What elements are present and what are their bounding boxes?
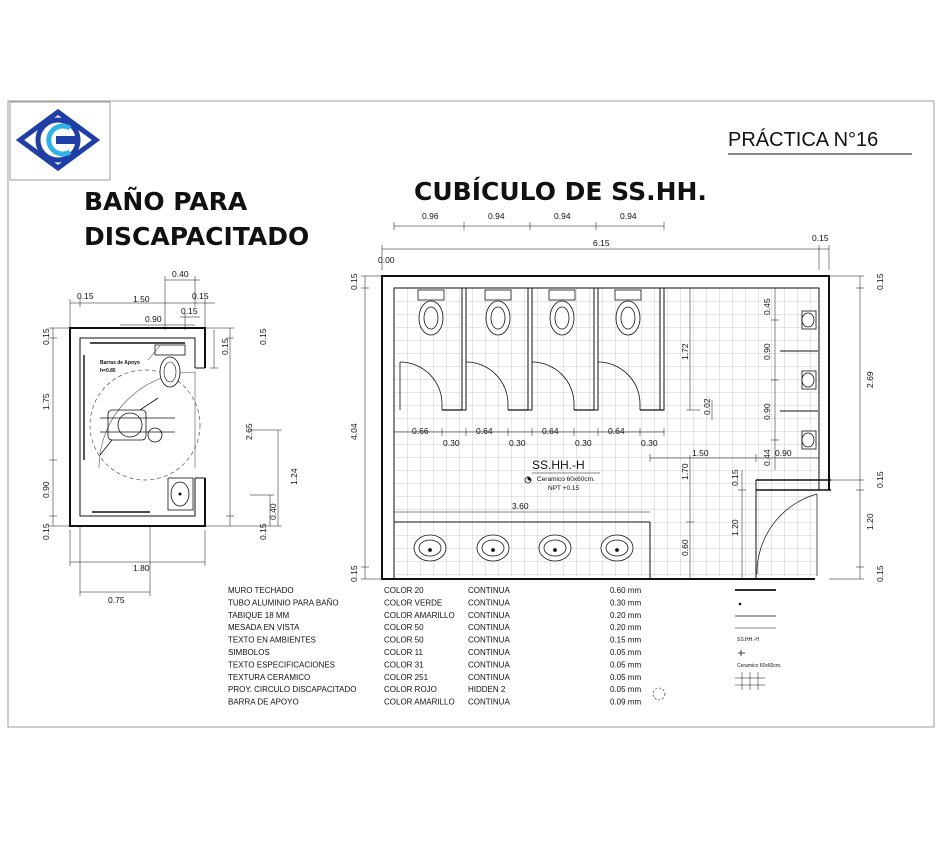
dim-stall-066: 0.66 xyxy=(412,426,429,436)
dim-left-bottom-180: 1.80 xyxy=(133,563,150,573)
dim-right-015-top: 0.15 xyxy=(875,273,885,290)
dim-left-015-bottom: 0.15 xyxy=(349,565,359,582)
dim-left-top-040: 0.40 xyxy=(172,269,189,279)
toilet-icon-4 xyxy=(615,290,641,335)
dim-left-side-015-top: 0.15 xyxy=(41,328,51,345)
stall-partition-3 xyxy=(594,288,598,410)
legend-linetype: CONTINUA xyxy=(468,598,510,608)
dim-top-094-b: 0.94 xyxy=(554,211,571,221)
legend-weight: 0.05 mm xyxy=(610,672,642,682)
logo xyxy=(10,102,110,180)
sink-icon-1 xyxy=(414,535,446,561)
sink-icon-4 xyxy=(601,535,633,561)
title-left-line2: DISCAPACITADO xyxy=(84,222,310,251)
legend-linetype: CONTINUA xyxy=(468,586,510,595)
dim-top-000: 0.00 xyxy=(378,255,395,265)
support-bar-label-line1: Barras de Apoyo xyxy=(100,360,140,366)
legend-name: PROY. CIRCULO DISCAPACITADO xyxy=(228,685,357,695)
legend-weight: 0.20 mm xyxy=(610,610,642,620)
dim-stall-030-b: 0.30 xyxy=(509,438,526,448)
legend-weight: 0.09 mm xyxy=(610,697,642,707)
stall-partition-2 xyxy=(528,288,532,410)
legend-name: TABIQUE 18 MM xyxy=(228,610,290,620)
sample-room-label: SS.HH.-H xyxy=(737,637,759,643)
legend-name: MURO TECHADO xyxy=(228,586,294,595)
dim-left-015-top: 0.15 xyxy=(349,273,359,290)
legend-color: COLOR 20 xyxy=(384,586,424,595)
sample-dot xyxy=(739,603,741,605)
legend-linetype: CONTINUA xyxy=(468,672,510,682)
legend-name: TUBO ALUMINIO PARA BAÑO xyxy=(228,598,339,608)
dim-left-right-015-top2: 0.15 xyxy=(220,338,230,355)
legend-name: TEXTO ESPECIFICACIONES xyxy=(228,660,335,670)
dim-left-top-015-right: 0.15 xyxy=(192,291,209,301)
title-right: CUBÍCULO DE SS.HH. xyxy=(414,177,707,206)
dim-stall-064-b: 0.64 xyxy=(542,426,559,436)
dim-left-right-124: 1.24 xyxy=(289,468,299,485)
legend-linetype: CONTINUA xyxy=(468,660,510,670)
dim-left-top-015-inner: 0.15 xyxy=(181,306,198,316)
urinal-icon-3 xyxy=(802,431,816,449)
legend-linetype: CONTINUA xyxy=(468,697,510,707)
urinal-icon-2 xyxy=(802,371,816,389)
practice-label: PRÁCTICA N°16 xyxy=(728,129,879,151)
toilet-icon-3 xyxy=(549,290,575,335)
dim-right-269: 2.69 xyxy=(865,371,875,388)
sample-floor-spec: Ceramico 60x60cm. xyxy=(737,663,782,669)
legend-color: COLOR ROJO xyxy=(384,685,437,695)
room-label: SS.HH.-H xyxy=(532,458,585,472)
legend-color: COLOR 11 xyxy=(384,648,423,657)
legend-color: COLOR AMARILLO xyxy=(384,697,455,707)
dim-urinal-090-c: 0.90 xyxy=(775,448,792,458)
dim-inner-172: 1.72 xyxy=(680,343,690,360)
dim-left-right-265: 2.65 xyxy=(244,423,254,440)
dim-left-top-150: 1.50 xyxy=(133,294,150,304)
sink-icon-2 xyxy=(477,535,509,561)
title-left-line1: BAÑO PARA xyxy=(84,187,248,216)
legend-linetype: CONTINUA xyxy=(468,635,510,645)
legend-weight: 0.15 mm xyxy=(610,635,642,645)
legend-color: COLOR 251 xyxy=(384,672,429,682)
dim-top-096: 0.96 xyxy=(422,211,439,221)
legend-weight: 0.30 mm xyxy=(610,598,642,608)
floor-spec: Ceramico 60x60cm. xyxy=(537,476,595,483)
bath-sink-icon xyxy=(168,478,193,510)
dim-top-015: 0.15 xyxy=(812,233,829,243)
dim-urinal-090-b: 0.90 xyxy=(762,403,772,420)
dim-left-right-040: 0.40 xyxy=(268,503,278,520)
dim-inner-170: 1.70 xyxy=(680,463,690,480)
dim-left-side-175: 1.75 xyxy=(41,393,51,410)
legend-name: TEXTURA CERAMICO xyxy=(228,672,311,682)
legend-color: COLOR 50 xyxy=(384,635,424,645)
sink-icon-3 xyxy=(539,535,571,561)
legend-weight: 0.05 mm xyxy=(610,685,642,695)
dim-stall-030-a: 0.30 xyxy=(443,438,460,448)
dim-right-015-mid: 0.15 xyxy=(875,471,885,488)
urinal-icon-1 xyxy=(802,311,816,329)
dim-left-right-015-bottom: 0.15 xyxy=(258,523,268,540)
legend-color: COLOR 31 xyxy=(384,660,424,670)
dim-inner-120: 1.20 xyxy=(730,519,740,536)
dim-left-top-090: 0.90 xyxy=(145,314,162,324)
legend-color: COLOR AMARILLO xyxy=(384,610,455,620)
dim-top-094-a: 0.94 xyxy=(488,211,505,221)
stall-partition-4 xyxy=(660,288,664,410)
dim-inner-002: 0.02 xyxy=(702,398,712,415)
legend-color: COLOR 50 xyxy=(384,623,424,633)
dim-left-side-015-bottom: 0.15 xyxy=(41,523,51,540)
legend-name: MESADA EN VISTA xyxy=(228,623,300,633)
level-spec: NPT +0.15 xyxy=(548,485,580,492)
dim-left-right-015-top: 0.15 xyxy=(258,328,268,345)
legend-linetype: CONTINUA xyxy=(468,610,510,620)
dim-right-015-bottom: 0.15 xyxy=(875,565,885,582)
toilet-icon-2 xyxy=(485,290,511,335)
legend-weight: 0.05 mm xyxy=(610,648,642,657)
dim-stall-064-a: 0.64 xyxy=(476,426,493,436)
dim-top-094-c: 0.94 xyxy=(620,211,637,221)
legend-linetype: CONTINUA xyxy=(468,648,510,657)
legend-weight: 0.05 mm xyxy=(610,660,642,670)
dim-inner-150: 1.50 xyxy=(692,448,709,458)
dim-left-side-090: 0.90 xyxy=(41,481,51,498)
dim-right-120: 1.20 xyxy=(865,513,875,530)
dim-stall-030-c: 0.30 xyxy=(575,438,592,448)
dim-left-bottom-075: 0.75 xyxy=(108,595,125,605)
dim-inner-360: 3.60 xyxy=(512,501,529,511)
legend-name: SIMBOLOS xyxy=(228,648,270,657)
legend-linetype: CONTINUA xyxy=(468,623,510,633)
dim-inner-015: 0.15 xyxy=(730,469,740,486)
legend-color: COLOR VERDE xyxy=(384,598,443,608)
legend-linetype: HIDDEN 2 xyxy=(468,685,506,695)
stall-partition-1 xyxy=(462,288,466,410)
dim-urinal-045: 0.45 xyxy=(762,298,772,315)
legend-name: TEXTO EN AMBIENTES xyxy=(228,635,316,645)
dim-inner-060: 0.60 xyxy=(680,539,690,556)
dim-top-615: 6.15 xyxy=(593,238,610,248)
legend-name: BARRA DE APOYO xyxy=(228,697,299,707)
dim-urinal-044: 0.44 xyxy=(762,449,772,466)
dim-urinal-090-a: 0.90 xyxy=(762,343,772,360)
legend-weight: 0.20 mm xyxy=(610,623,642,633)
dim-left-top-015-left: 0.15 xyxy=(77,291,94,301)
dim-stall-030-d: 0.30 xyxy=(641,438,658,448)
legend-weight: 0.60 mm xyxy=(610,586,642,595)
dim-stall-064-c: 0.64 xyxy=(608,426,625,436)
support-bar-label-line2: h=0.85 xyxy=(100,368,116,374)
toilet-icon-1 xyxy=(418,290,444,335)
dim-left-404: 4.04 xyxy=(349,423,359,440)
